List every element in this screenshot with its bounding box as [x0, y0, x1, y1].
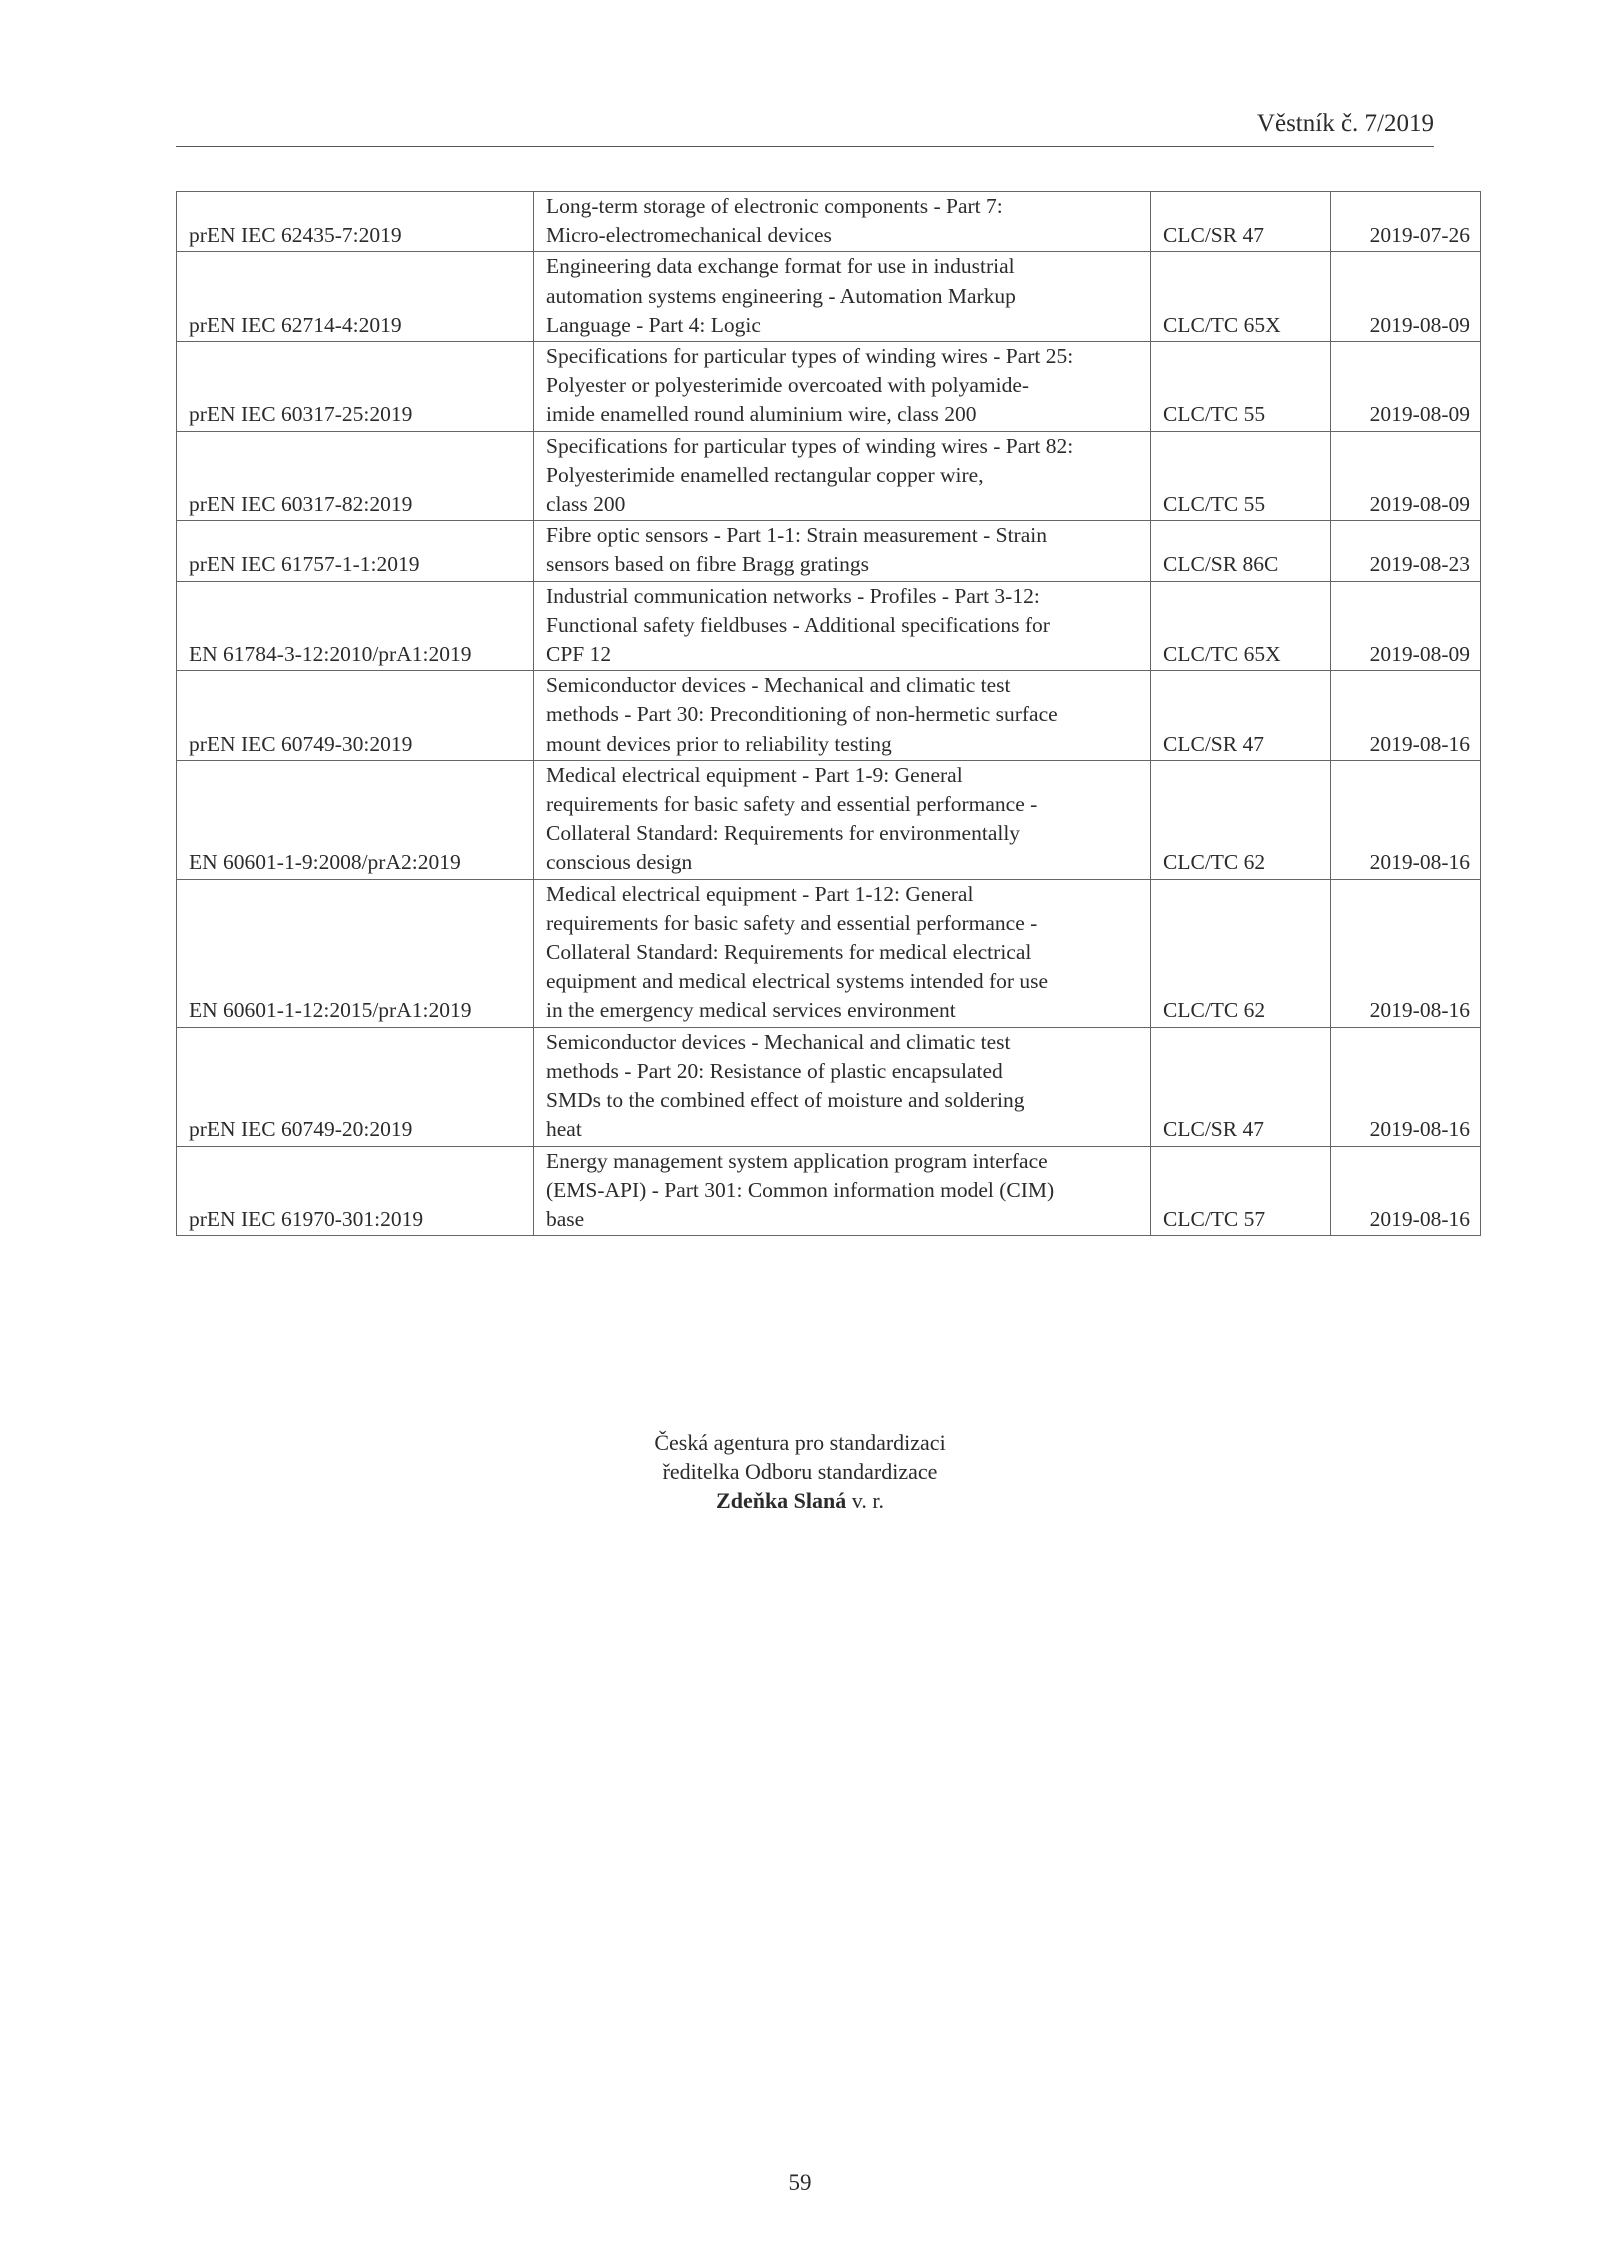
- title-line: methods - Part 30: Preconditioning of non-hermetic surface: [546, 702, 1058, 727]
- standard-title: [534, 431, 1151, 521]
- deadline-date: 2019-08-09: [1331, 342, 1481, 432]
- header-title: Věstník č. 7/2019: [1256, 110, 1434, 137]
- committee: CLC/TC 55: [1151, 431, 1331, 521]
- standard-code: prEN IEC 60317-82:2019: [177, 431, 534, 521]
- committee: CLC/TC 55: [1151, 342, 1331, 432]
- title-line: requirements for basic safety and essential performance -: [546, 792, 1038, 817]
- table-row: [177, 671, 1481, 761]
- standard-code: prEN IEC 60749-20:2019: [177, 1027, 534, 1146]
- title-line: base: [546, 1206, 585, 1231]
- title-line: class 200: [546, 492, 626, 517]
- deadline-date: 2019-08-16: [1331, 879, 1481, 1027]
- title-line: requirements for basic safety and essential performance -: [546, 910, 1038, 935]
- deadline-date: 2019-08-16: [1331, 671, 1481, 761]
- table-row: [177, 1027, 1481, 1146]
- committee: CLC/SR 47: [1151, 671, 1331, 761]
- deadline-date: 2019-08-09: [1331, 581, 1481, 671]
- standard-code: EN 60601-1-9:2008/prA2:2019: [177, 760, 534, 879]
- deadline-date: 2019-08-09: [1331, 252, 1481, 342]
- title-line: in the emergency medical services environment: [546, 998, 956, 1023]
- table-row: [177, 879, 1481, 1027]
- title-line: Energy management system application program interface: [546, 1148, 1048, 1173]
- title-line: Semiconductor devices - Mechanical and climatic test: [546, 1029, 1011, 1054]
- deadline-date: 2019-07-26: [1331, 192, 1481, 252]
- signature-role: ředitelka Odboru standardizace: [662, 1459, 938, 1484]
- title-line: Micro-electromechanical devices: [546, 223, 832, 248]
- title-line: methods - Part 20: Resistance of plastic encapsulated: [546, 1058, 1003, 1083]
- title-line: imide enamelled round aluminium wire, class 200: [546, 402, 977, 427]
- title-line: (EMS-API) - Part 301: Common information model (CIM): [546, 1177, 1055, 1202]
- table-row: [177, 521, 1481, 581]
- committee: CLC/TC 65X: [1151, 581, 1331, 671]
- title-line: conscious design: [546, 850, 693, 875]
- title-line: Polyesterimide enamelled rectangular copper wire,: [546, 462, 984, 487]
- signature-organization: Česká agentura pro standardizaci: [654, 1430, 946, 1455]
- committee: CLC/SR 47: [1151, 192, 1331, 252]
- standard-code: prEN IEC 61970-301:2019: [177, 1146, 534, 1236]
- title-line: sensors based on fibre Bragg gratings: [546, 552, 870, 577]
- standard-title: [534, 760, 1151, 879]
- table-row: [177, 192, 1481, 252]
- signature-name-line: [420, 1486, 1180, 1515]
- title-line: Functional safety fieldbuses - Additional specifications for: [546, 612, 1050, 637]
- title-line: SMDs to the combined effect of moisture and soldering: [546, 1088, 1025, 1113]
- standard-title: [534, 581, 1151, 671]
- title-line: Industrial communication networks - Profiles - Part 3-12:: [546, 583, 1040, 608]
- table-row: [177, 431, 1481, 521]
- title-line: equipment and medical electrical systems intended for use: [546, 969, 1049, 994]
- table-row: [177, 760, 1481, 879]
- title-line: Specifications for particular types of winding wires - Part 25:: [546, 344, 1074, 369]
- table-row: [177, 252, 1481, 342]
- standard-title: [534, 342, 1151, 432]
- title-line: CPF 12: [546, 642, 612, 667]
- committee: CLC/TC 62: [1151, 879, 1331, 1027]
- page-header: [176, 108, 1434, 147]
- committee: CLC/TC 57: [1151, 1146, 1331, 1236]
- deadline-date: 2019-08-16: [1331, 760, 1481, 879]
- standard-code: prEN IEC 60317-25:2019: [177, 342, 534, 432]
- title-line: Fibre optic sensors - Part 1-1: Strain measurement - Strain: [546, 523, 1047, 548]
- committee: CLC/SR 47: [1151, 1027, 1331, 1146]
- title-line: automation systems engineering - Automation Markup: [546, 283, 1016, 308]
- title-line: Medical electrical equipment - Part 1-9: General: [546, 762, 963, 787]
- standard-title: [534, 1027, 1151, 1146]
- table-row: [177, 1146, 1481, 1236]
- standard-title: [534, 879, 1151, 1027]
- standard-title: [534, 521, 1151, 581]
- title-line: Specifications for particular types of winding wires - Part 82:: [546, 433, 1074, 458]
- committee: CLC/TC 62: [1151, 760, 1331, 879]
- standard-code: EN 61784-3-12:2010/prA1:2019: [177, 581, 534, 671]
- title-line: Collateral Standard: Requirements for environmentally: [546, 821, 1021, 846]
- title-line: Semiconductor devices - Mechanical and climatic test: [546, 673, 1011, 698]
- standard-code: prEN IEC 61757-1-1:2019: [177, 521, 534, 581]
- title-line: Polyester or polyesterimide overcoated with polyamide-: [546, 373, 1030, 398]
- title-line: Language - Part 4: Logic: [546, 312, 761, 337]
- standards-table: [176, 191, 1481, 1236]
- standard-title: [534, 1146, 1151, 1236]
- standard-code: prEN IEC 62714-4:2019: [177, 252, 534, 342]
- page-number: 59: [788, 2170, 812, 2195]
- deadline-date: 2019-08-09: [1331, 431, 1481, 521]
- signature-block: [420, 1428, 1180, 1515]
- title-line: heat: [546, 1117, 582, 1142]
- table-row: [177, 581, 1481, 671]
- standard-title: [534, 192, 1151, 252]
- standard-code: EN 60601-1-12:2015/prA1:2019: [177, 879, 534, 1027]
- deadline-date: 2019-08-16: [1331, 1146, 1481, 1236]
- title-line: mount devices prior to reliability testing: [546, 731, 892, 756]
- table-row: [177, 342, 1481, 432]
- standard-code: prEN IEC 62435-7:2019: [177, 192, 534, 252]
- title-line: Engineering data exchange format for use in industrial: [546, 254, 1015, 279]
- standard-code: prEN IEC 60749-30:2019: [177, 671, 534, 761]
- deadline-date: 2019-08-16: [1331, 1027, 1481, 1146]
- title-line: Collateral Standard: Requirements for medical electrical: [546, 940, 1032, 965]
- committee: CLC/SR 86C: [1151, 521, 1331, 581]
- committee: CLC/TC 65X: [1151, 252, 1331, 342]
- signature-name: Zdeňka Slaná: [716, 1488, 847, 1513]
- deadline-date: 2019-08-23: [1331, 521, 1481, 581]
- title-line: Long-term storage of electronic components - Part 7:: [546, 194, 1003, 218]
- signature-suffix: v. r.: [846, 1488, 884, 1513]
- standard-title: [534, 252, 1151, 342]
- standard-title: [534, 671, 1151, 761]
- title-line: Medical electrical equipment - Part 1-12: General: [546, 881, 974, 906]
